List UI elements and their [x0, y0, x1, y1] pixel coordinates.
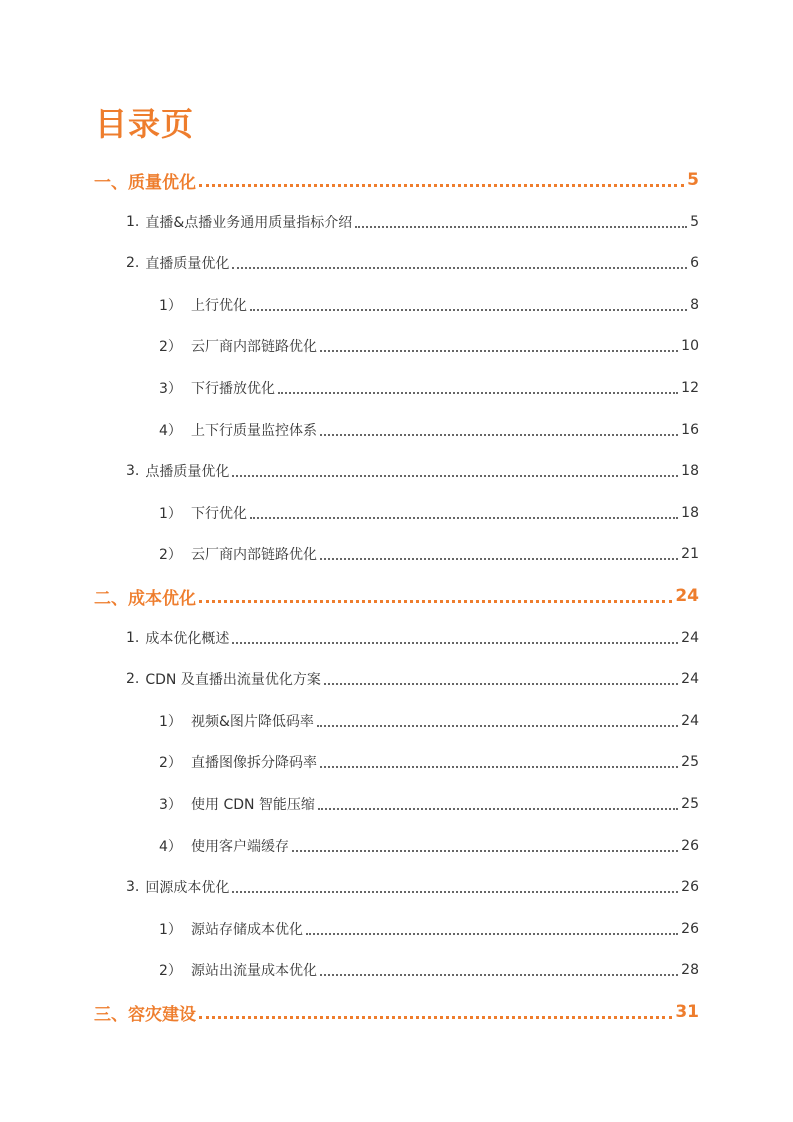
toc-entry-label: 二、成本优化 — [94, 588, 196, 609]
toc-entry-number: 3. — [126, 463, 140, 479]
toc-entry-label: 回源成本优化 — [145, 880, 230, 896]
page-title: 目录页 — [95, 105, 195, 143]
toc-entry[interactable] — [126, 251, 699, 275]
toc-entry-number: 1） — [159, 922, 182, 938]
toc-entry[interactable] — [159, 418, 699, 442]
toc-entry[interactable] — [159, 376, 699, 400]
toc-entry-page-number: 26 — [681, 838, 699, 854]
toc-dot-leader — [199, 168, 684, 192]
toc-entry-page-number: 18 — [681, 463, 699, 479]
toc-entry-number: 1. — [126, 214, 140, 230]
toc-entry-number: 1） — [159, 298, 182, 314]
toc-dot-leader — [250, 293, 687, 317]
toc-entry-label: 直播质量优化 — [145, 256, 230, 272]
toc-entry-number: 1） — [159, 714, 182, 730]
toc-entry[interactable] — [159, 792, 699, 816]
toc-dot-leader — [324, 667, 678, 691]
toc-dot-leader — [318, 792, 678, 816]
toc-entry-number: 2. — [126, 671, 140, 687]
toc-entry-number: 2） — [159, 339, 182, 355]
toc-entry[interactable] — [94, 168, 699, 192]
toc-entry[interactable] — [126, 667, 699, 691]
toc-entry[interactable] — [159, 293, 699, 317]
toc-entry-number: 2） — [159, 963, 182, 979]
toc-entry[interactable] — [94, 1000, 699, 1024]
toc-entry-page-number: 8 — [690, 297, 699, 313]
toc-entry-page-number: 16 — [681, 422, 699, 438]
toc-entry-label: 云厂商内部链路优化 — [191, 339, 317, 355]
toc-entry-label: 下行播放优化 — [191, 381, 275, 397]
toc-entry-page-number: 25 — [681, 754, 699, 770]
toc-entry-number: 1） — [159, 506, 182, 522]
toc-entry-label: 视频&图片降低码率 — [191, 714, 314, 730]
toc-entry-number: 4） — [159, 839, 182, 855]
toc-entry-label: 直播图像拆分降码率 — [191, 755, 317, 771]
toc-dot-leader — [278, 376, 678, 400]
toc-entry-label: 成本优化概述 — [145, 631, 230, 647]
toc-entry-label: 一、质量优化 — [94, 172, 196, 193]
toc-entry-label: 使用 CDN 智能压缩 — [191, 797, 315, 813]
toc-entry-label: CDN 及直播出流量优化方案 — [145, 672, 321, 688]
toc-dot-leader — [320, 418, 678, 442]
toc-entry-number: 4） — [159, 423, 182, 439]
toc-entry[interactable] — [159, 917, 699, 941]
toc-entry-page-number: 24 — [681, 630, 699, 646]
toc-entry-number: 2. — [126, 255, 140, 271]
toc-entry-label: 三、容灾建设 — [94, 1004, 196, 1025]
toc-entry-page-number: 26 — [681, 879, 699, 895]
toc-dot-leader — [355, 210, 687, 234]
toc-entry-number: 3） — [159, 797, 182, 813]
toc-entry-page-number: 24 — [681, 713, 699, 729]
toc-entry[interactable] — [126, 875, 699, 899]
toc-entry-label: 直播&点播业务通用质量指标介绍 — [145, 215, 353, 231]
toc-entry-label: 点播质量优化 — [145, 464, 230, 480]
toc-entry-page-number: 10 — [681, 338, 699, 354]
toc-dot-leader — [232, 251, 687, 275]
toc-entry-page-number: 18 — [681, 505, 699, 521]
toc-dot-leader — [320, 334, 678, 358]
toc-entry-number: 3. — [126, 879, 140, 895]
toc-entry[interactable] — [159, 542, 699, 566]
toc-entry-page-number: 28 — [681, 962, 699, 978]
toc-entry[interactable] — [126, 210, 699, 234]
toc-entry[interactable] — [159, 958, 699, 982]
toc-dot-leader — [250, 501, 678, 525]
toc-entry-page-number: 24 — [681, 671, 699, 687]
toc-dot-leader — [320, 958, 678, 982]
toc-dot-leader — [292, 834, 678, 858]
toc-entry-page-number: 12 — [681, 380, 699, 396]
toc-entry[interactable] — [159, 750, 699, 774]
toc-dot-leader — [232, 459, 678, 483]
toc-entry-page-number: 31 — [675, 1002, 699, 1022]
toc-entry-page-number: 24 — [675, 586, 699, 606]
toc-entry-page-number: 6 — [690, 255, 699, 271]
toc-entry[interactable] — [159, 709, 699, 733]
toc-entry[interactable] — [159, 501, 699, 525]
toc-dot-leader — [199, 1000, 672, 1024]
toc-entry[interactable] — [126, 459, 699, 483]
toc-entry-page-number: 21 — [681, 546, 699, 562]
toc-entry-number: 2） — [159, 755, 182, 771]
toc-dot-leader — [232, 626, 678, 650]
toc-entry-label: 上行优化 — [191, 298, 247, 314]
toc-entry-number: 3） — [159, 381, 182, 397]
toc-dot-leader — [199, 584, 672, 608]
toc-entry[interactable] — [159, 334, 699, 358]
toc-entry-page-number: 26 — [681, 921, 699, 937]
toc-dot-leader — [320, 542, 678, 566]
toc-dot-leader — [320, 750, 678, 774]
toc-entry-label: 源站存储成本优化 — [191, 922, 303, 938]
toc-entry-page-number: 5 — [690, 214, 699, 230]
toc-entry-label: 源站出流量成本优化 — [191, 963, 317, 979]
toc-dot-leader — [232, 875, 678, 899]
toc-entry-number: 2） — [159, 547, 182, 563]
toc-entry[interactable] — [159, 834, 699, 858]
toc-entry[interactable] — [126, 626, 699, 650]
toc-entry-label: 下行优化 — [191, 506, 247, 522]
toc-entry-label: 上下行质量监控体系 — [191, 423, 317, 439]
toc-entry-label: 云厂商内部链路优化 — [191, 547, 317, 563]
toc-entry-label: 使用客户端缓存 — [191, 839, 289, 855]
toc-entry-page-number: 5 — [687, 170, 699, 190]
toc-entry-page-number: 25 — [681, 796, 699, 812]
toc-dot-leader — [317, 709, 678, 733]
toc-dot-leader — [306, 917, 678, 941]
toc-entry[interactable] — [94, 584, 699, 608]
toc-entry-number: 1. — [126, 630, 140, 646]
